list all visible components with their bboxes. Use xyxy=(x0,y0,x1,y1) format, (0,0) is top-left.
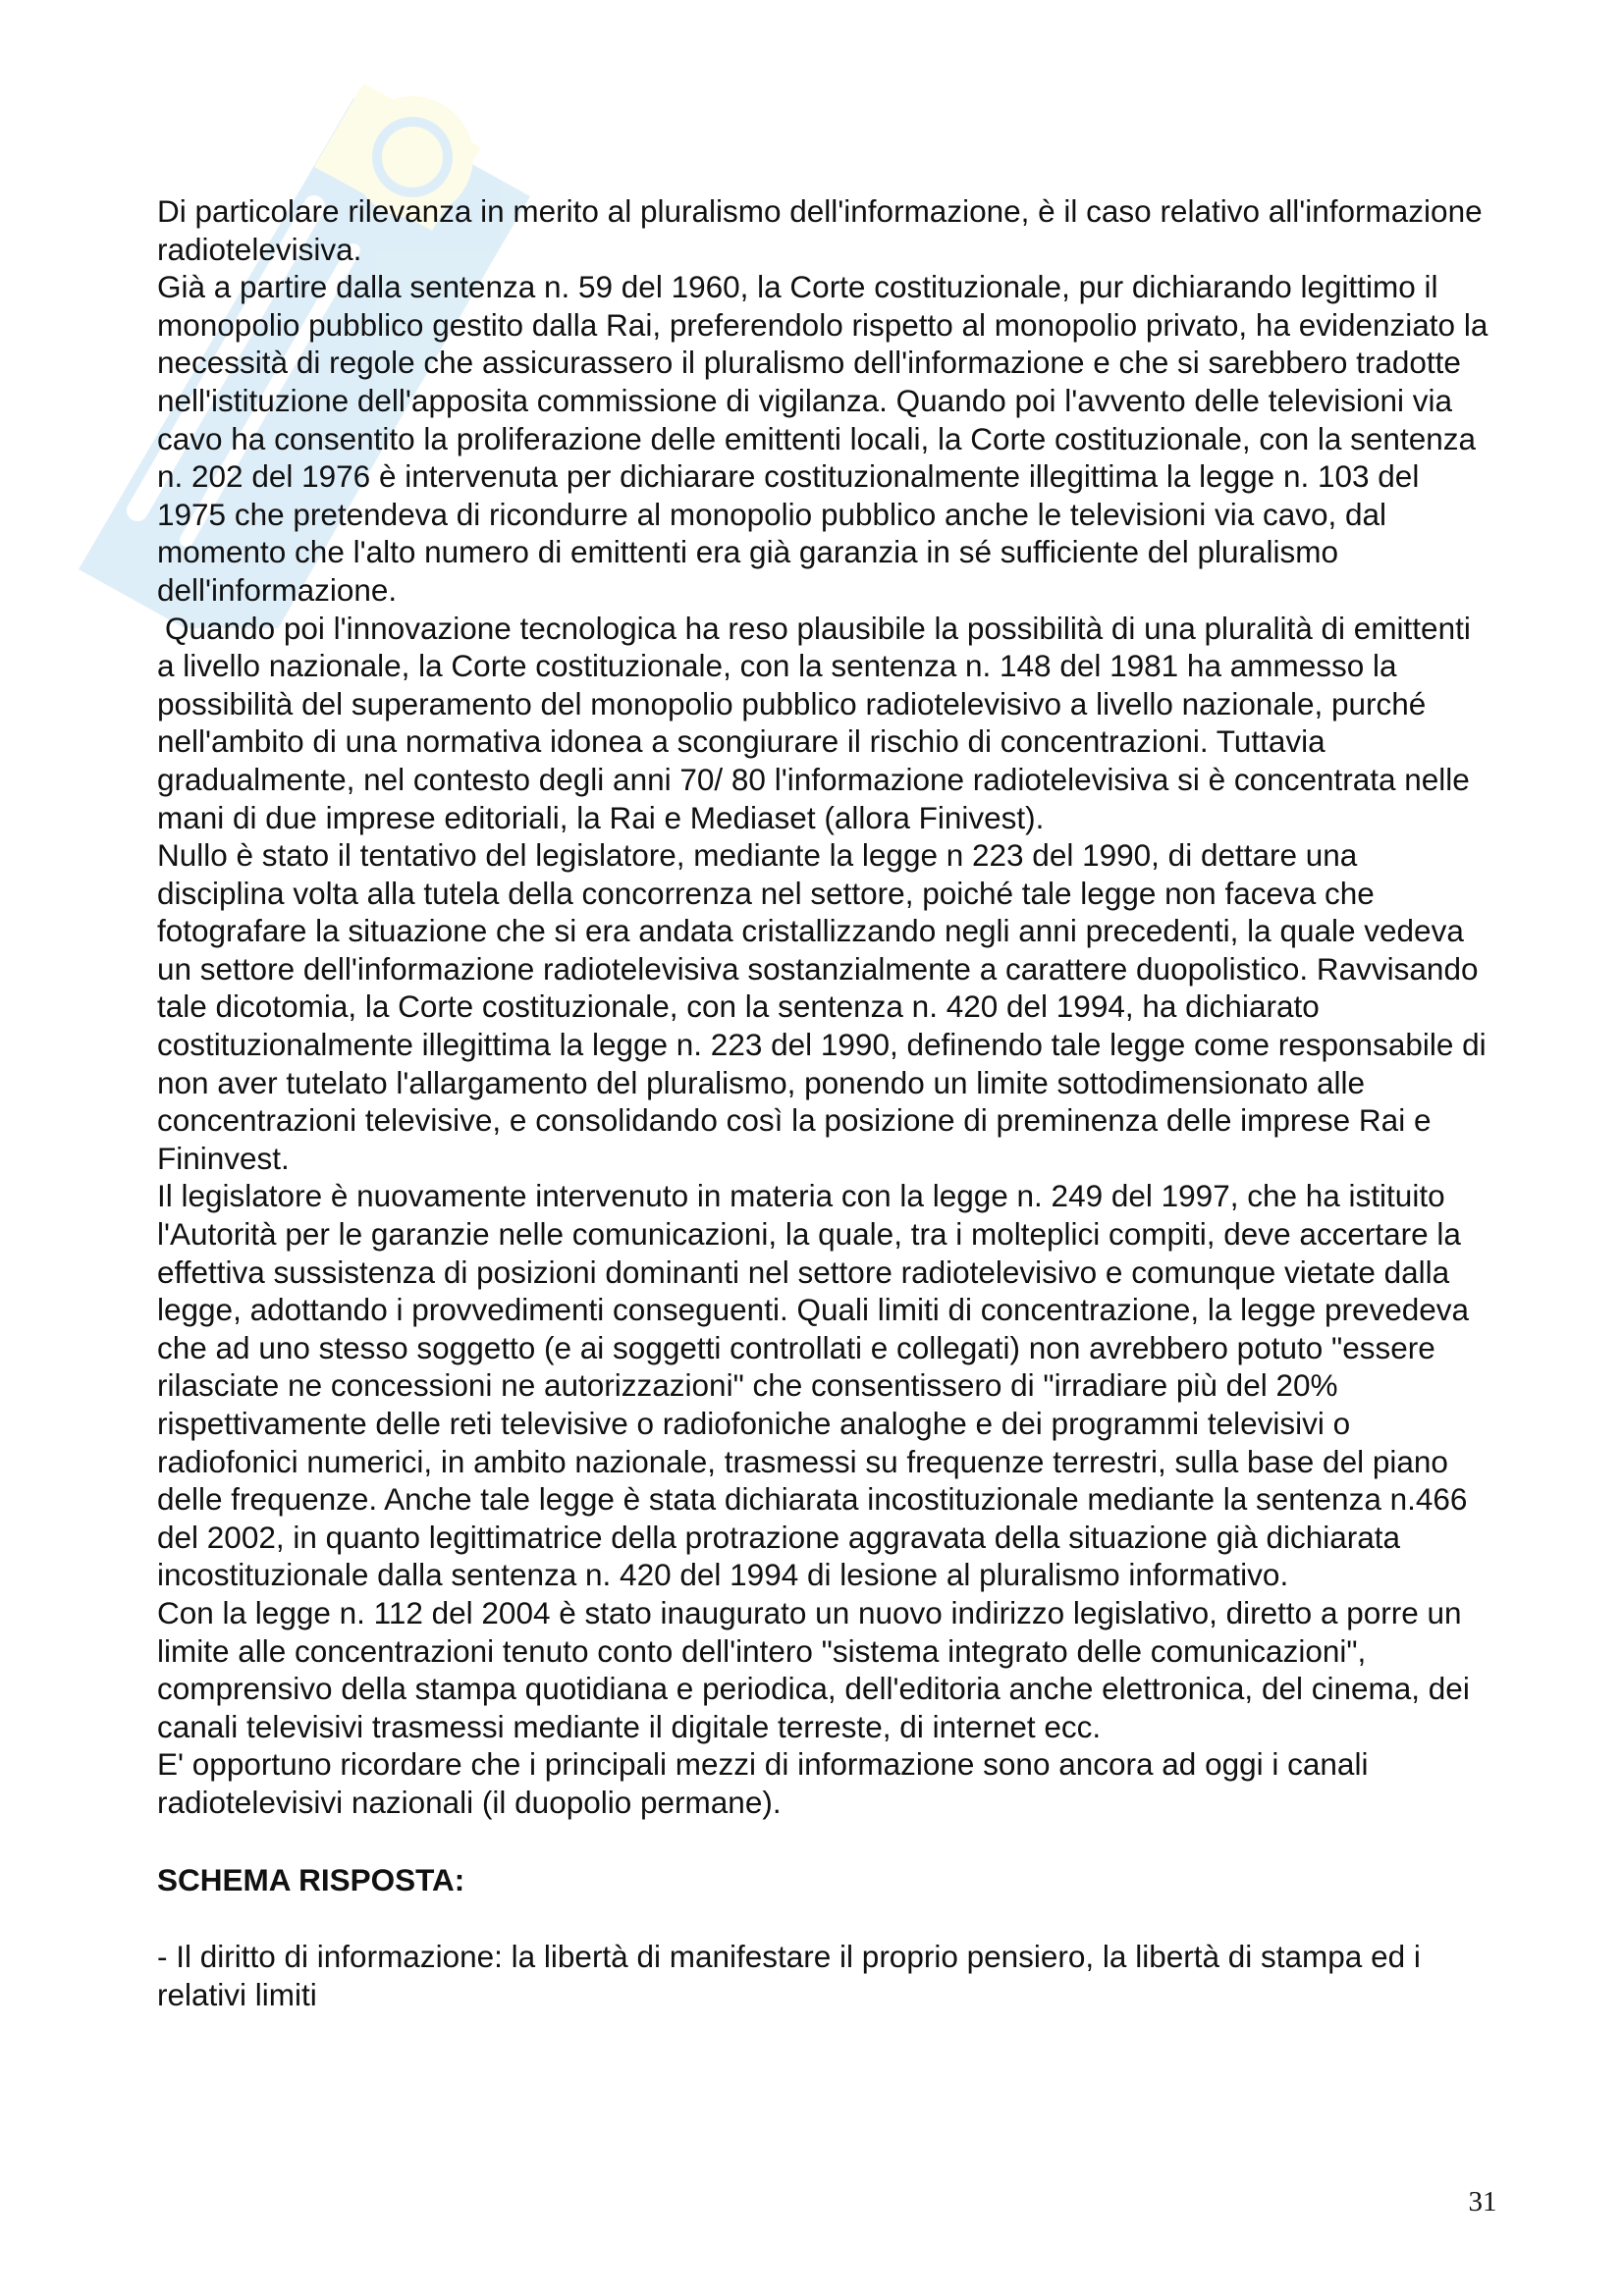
page-number: 31 xyxy=(1468,2186,1497,2217)
paragraph: Nullo è stato il tentativo del legislatore, mediante la legge n 223 del 1990, di dettare una disciplina volta alla tutela della concorrenza nel settore, poiché tale legge non faceva che fotografare la situazione che si era andata cristallizzando negli anni precedenti, la quale vedeva un settore dell'informazione radiotelevisiva sostanzialmente a carattere duopolistico. Ravvisando tale dicotomia, la Corte costituzionale, con la sentenza n. 420 del 1994, ha dichiarato costituzionalmente illegittima la legge n. 223 del 1990, definendo tale legge come responsabile di non aver tutelato l'allargamento del pluralismo, ponendo un limite sottodimensionato alle concentrazioni televisive, e consolidando così la posizione di preminenza delle imprese Rai e Fininvest. xyxy=(157,837,1487,1176)
section-heading: SCHEMA RISPOSTA: xyxy=(157,1861,465,1897)
paragraph: Il legislatore è nuovamente intervenuto in materia con la legge n. 249 del 1997, che ha istituito l'Autorità per le garanzie nelle comunicazioni, la quale, tra i molteplici compiti, deve accertare la effettiva sussistenza di posizioni dominanti nel settore radiotelevisivo e comunque vietate dalla legge, adottando i provvedimenti conseguenti. Quali limiti di concentrazione, la legge prevedeva che ad uno stesso soggetto (e ai soggetti controllati e collegati) non avrebbero potuto "essere rilasciate ne concessioni ne autorizzazioni" che consentissero di "irradiare più del 20% rispettivamente delle reti televisive o radiofoniche analoghe e dei programmi televisivi o radiofonici numerici, in ambito nazionale, trasmessi su frequenze terrestri, sulla base del piano delle frequenze. Anche tale legge è stata dichiarata incostituzionale mediante la sentenza n.466 del 2002, in quanto legittimatrice della protrazione aggravata della situazione già dichiarata incostituzionale dalla sentenza n. 420 del 1994 di lesione al pluralismo informativo. xyxy=(157,1178,1470,1593)
paragraph: Quando poi l'innovazione tecnologica ha reso plausibile la possibilità di una pluralità di emittenti a livello nazionale, la Corte costituzionale, con la sentenza n. 148 del 1981 ha ammesso la possibilità del superamento del monopolio pubblico radiotelevisivo a livello nazionale, purché nell'ambito di una normativa idonea a scongiurare il rischio di concentrazioni. Tuttavia gradualmente, nel contesto degli anni 70/ 80 l'informazione radiotelevisiva si è concentrata nelle mani di due imprese editoriali, la Rai e Mediaset (allora Finivest). xyxy=(157,610,1471,835)
paragraph: Con la legge n. 112 del 2004 è stato inaugurato un nuovo indirizzo legislativo, diretto a porre un limite alle concentrazioni tenuto conto dell'intero "sistema integrato delle comunicazioni", comprensivo della stampa quotidiana e periodica, dell'editoria anche elettronica, del cinema, dei canali televisivi trasmessi mediante il digitale terreste, di internet ecc. xyxy=(157,1594,1470,1744)
list-item: - Il diritto di informazione: la libertà di manifestare il proprio pensiero, la libertà di stampa ed i relativi limiti xyxy=(157,1939,1421,2012)
paragraph: Di particolare rilevanza in merito al pluralismo dell'informazione, è il caso relativo all'informazione radiotelevisiva. xyxy=(157,193,1483,267)
paragraph: E' opportuno ricordare che i principali mezzi di informazione sono ancora ad oggi i canali radiotelevisivi nazionali (il duopolio permane). xyxy=(157,1746,1369,1820)
body-text xyxy=(157,192,1492,1822)
paragraph: Già a partire dalla sentenza n. 59 del 1960, la Corte costituzionale, pur dichiarando legittimo il monopolio pubblico gestito dalla Rai, preferendolo rispetto al monopolio privato, ha evidenziato la necessità di regole che assicurassero il pluralismo dell'informazione e che si sarebbero tradotte nell'istituzione dell'apposita commissione di vigilanza. Quando poi l'avvento delle televisioni via cavo ha consentito la proliferazione delle emittenti locali, la Corte costituzionale, con la sentenza n. 202 del 1976 è intervenuta per dichiarare costituzionalmente illegittima la legge n. 103 del 1975 che pretendeva di ricondurre al monopolio pubblico anche le televisioni via cavo, dal momento che l'alto numero di emittenti era già garanzia in sé sufficiente del pluralismo dell'informazione. xyxy=(157,269,1488,608)
document-body xyxy=(157,192,1492,2013)
